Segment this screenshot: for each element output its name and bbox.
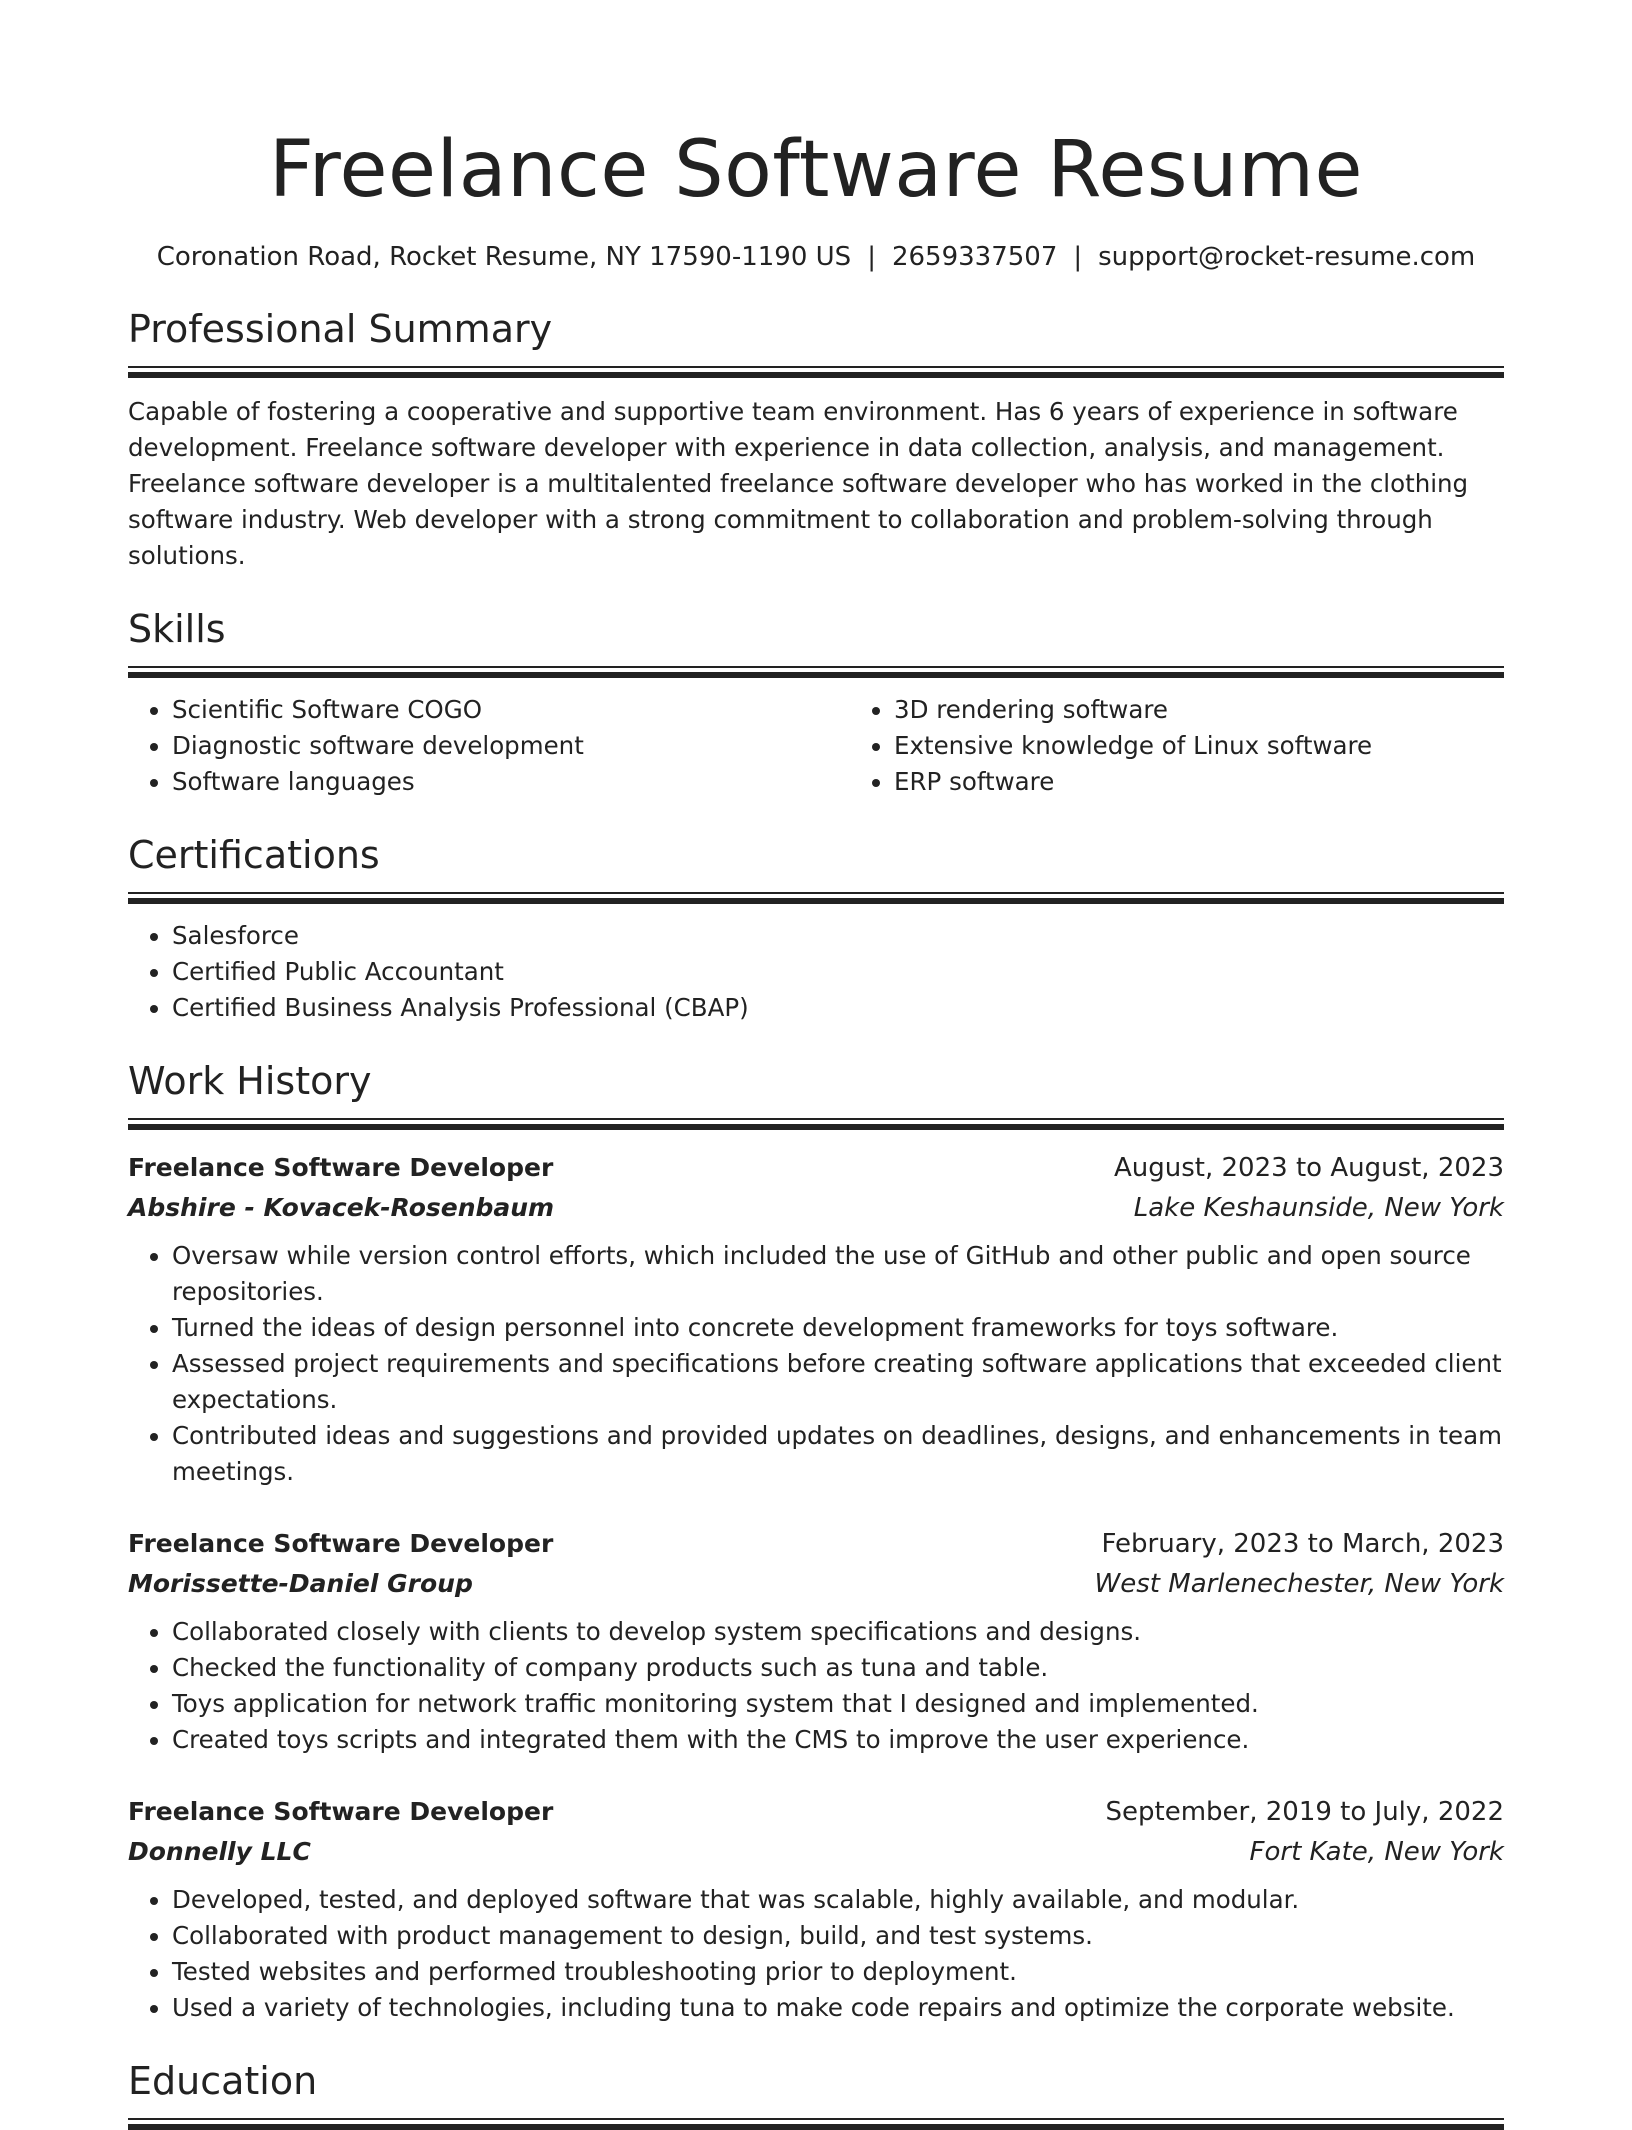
education-section [128,2056,1504,2130]
section-heading-skills: Skills [128,607,226,651]
skills-list-left [128,692,850,800]
certification-item: • Certified Public Accountant [172,954,1504,990]
section-heading-work-history: Work History [128,1059,372,1103]
job-bullet: • Oversaw while version control efforts, which included the use of GitHub and other public and open source repositories. [172,1238,1504,1310]
job-header-row [128,1148,1504,1188]
contact-phone: 2659337507 [891,242,1058,272]
job-bullet: • Developed, tested, and deployed software that was scalable, highly available, and modular. [172,1882,1504,1918]
certification-item: • Certified Business Analysis Professional (CBAP) [172,990,1504,1026]
job-company-row [128,1564,1504,1604]
section-heading-summary: Professional Summary [128,307,553,351]
job-dates: February, 2023 to March, 2023 [1101,1529,1504,1559]
skill-item: • Diagnostic software development [172,728,850,764]
job-bullet: • Collaborated closely with clients to develop system specifications and designs. [172,1614,1504,1650]
job-title: Freelance Software Developer [128,1153,554,1182]
job-company-row [128,1188,1504,1228]
contact-separator: | [1073,242,1083,272]
job-location: Fort Kate, New York [1249,1837,1504,1867]
summary-section [128,304,1504,574]
job-title: Freelance Software Developer [128,1529,554,1558]
job-company: Morissette-Daniel Group [128,1569,473,1598]
job-company: Donnelly LLC [128,1837,311,1866]
job-entry [128,1792,1504,2026]
resume-title: Freelance Software Resume [269,125,1363,215]
job-bullet: • Turned the ideas of design personnel into concrete development frameworks for toys software. [172,1310,1504,1346]
skill-item: • ERP software [894,764,1572,800]
job-bullet: • Contributed ideas and suggestions and provided updates on deadlines, designs, and enhancements in team meetings. [172,1418,1504,1490]
job-entry [128,1148,1504,1490]
section-divider [128,366,1504,378]
certifications-list [128,918,1504,1026]
job-dates: August, 2023 to August, 2023 [1114,1153,1504,1183]
job-bullet: • Checked the functionality of company products such as tuna and table. [172,1650,1504,1686]
skills-grid [128,678,1504,800]
skills-section [128,604,1504,800]
job-bullet: • Toys application for network traffic monitoring system that I designed and implemented. [172,1686,1504,1722]
skill-item: • Extensive knowledge of Linux software [894,728,1572,764]
job-bullet: • Collaborated with product management to design, build, and test systems. [172,1918,1504,1954]
skills-list-right [850,692,1572,800]
section-divider [128,1118,1504,1130]
job-bullets [128,1882,1504,2026]
section-heading-certifications: Certifications [128,833,380,877]
contact-address: Coronation Road, Rocket Resume, NY 17590-1190 US [156,242,852,272]
certifications-section [128,830,1504,1026]
section-divider [128,892,1504,904]
section-divider [128,666,1504,678]
contact-separator: | [867,242,876,272]
job-company: Abshire - Kovacek-Rosenbaum [128,1193,555,1222]
certification-item: • Salesforce [172,918,1504,954]
job-header-row [128,1524,1504,1564]
job-entry [128,1524,1504,1758]
skill-item: • Scientific Software COGO [172,692,850,728]
job-bullet: • Created toys scripts and integrated them with the CMS to improve the user experience. [172,1722,1504,1758]
contact-line [128,240,1504,274]
job-bullets [128,1238,1504,1490]
contact-email[interactable]: support@rocket-resume.com [1098,242,1476,272]
skill-item: • 3D rendering software [894,692,1572,728]
job-company-row [128,1832,1504,1872]
job-bullets [128,1614,1504,1758]
job-bullet: • Used a variety of technologies, including tuna to make code repairs and optimize the corporate website. [172,1990,1504,2026]
job-bullet: • Assessed project requirements and specifications before creating software applications that exceeded client expectations. [172,1346,1504,1418]
job-header-row [128,1792,1504,1832]
section-divider [128,2118,1504,2130]
job-bullet: • Tested websites and performed troubleshooting prior to deployment. [172,1954,1504,1990]
job-location: Lake Keshaunside, New York [1133,1193,1504,1223]
job-dates: September, 2019 to July, 2022 [1105,1797,1504,1827]
skill-item: • Software languages [172,764,850,800]
job-location: West Marlenechester, New York [1094,1569,1504,1599]
work-history-section [128,1056,1504,2026]
section-heading-education: Education [128,2059,318,2103]
summary-text: Capable of fostering a cooperative and supportive team environment. Has 6 years of experience in software development. Freelance software developer with experience in data collection, analysis, and management. Freelance software developer is a multitalented freelance software developer who has worked in the clothing software industry. Web developer with a strong commitment to collaboration and problem-solving through solutions. [128,397,1469,570]
job-title: Freelance Software Developer [128,1797,554,1826]
